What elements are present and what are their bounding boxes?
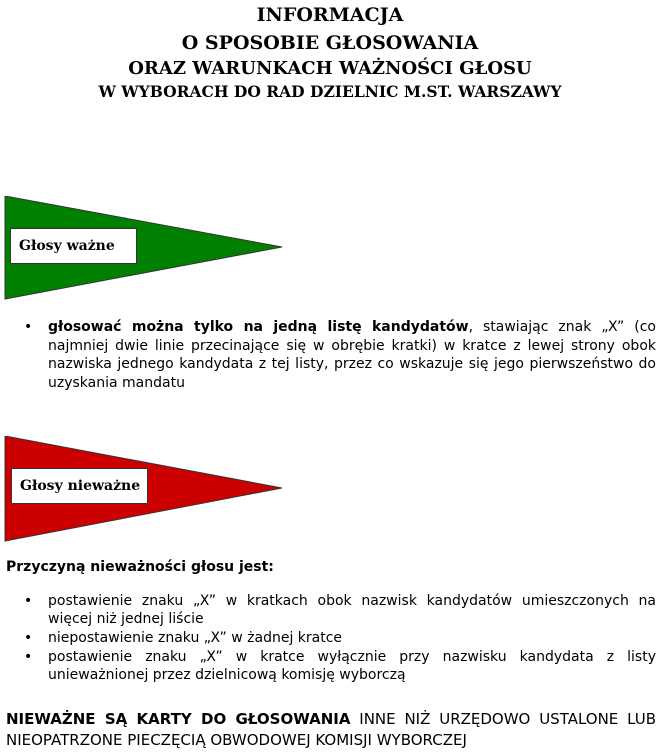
valid-rule-text: , stawiając znak „X” (co najmniej dwie linie przecinające się w obrębie kratki) w kratce z lewej strony obok nazwiska jednego kandydata z tej listy, przez co wskazuje się jego pierwszeństwo do uzyskania mandatu: [48, 319, 656, 391]
valid-votes-pennant: [0, 196, 285, 300]
title-line-2: O SPOSOBIE GŁOSOWANIA: [181, 32, 479, 54]
notice-text: INNE NIŻ URZĘDOWO USTALONE LUB NIEOPATRZONE PIECZĘCIĄ OBWODOWEJ KOMISJI WYBORCZEJ: [6, 710, 656, 749]
title-line-1: INFORMACJA: [256, 4, 404, 26]
notice-bold: NIEWAŻNE SĄ KARTY DO GŁOSOWANIA: [6, 710, 351, 728]
invalid-votes-list: [0, 592, 656, 685]
title-line-4: W WYBORACH DO RAD DZIELNIC M.ST. WARSZAWY: [98, 82, 562, 101]
invalid-ballots-notice: [6, 709, 656, 751]
invalid-votes-label: Głosy nieważne: [11, 468, 148, 504]
list-item: • postawienie znaku „X” w kratce wyłącznie przy nazwisku kandydata z listy unieważnionej przez dzielnicową komisję wyborczą: [48, 648, 656, 684]
invalidity-reason-heading: Przyczyną nieważności głosu jest:: [6, 559, 274, 575]
valid-votes-list: [0, 318, 656, 392]
list-item: • postawienie znaku „X” w kratkach obok nazwisk kandydatów umieszczonych na więcej niż jednej liście: [48, 592, 656, 628]
list-item: [48, 318, 656, 392]
valid-votes-label: Głosy ważne: [10, 228, 137, 264]
invalid-votes-pennant: [0, 436, 285, 542]
valid-rule-bold: głosować można tylko na jedną listę kandydatów: [48, 319, 469, 335]
title-line-3: ORAZ WARUNKACH WAŻNOŚCI GŁOSU: [128, 58, 532, 79]
list-item: • niepostawienie znaku „X” w żadnej kratce: [48, 629, 656, 647]
